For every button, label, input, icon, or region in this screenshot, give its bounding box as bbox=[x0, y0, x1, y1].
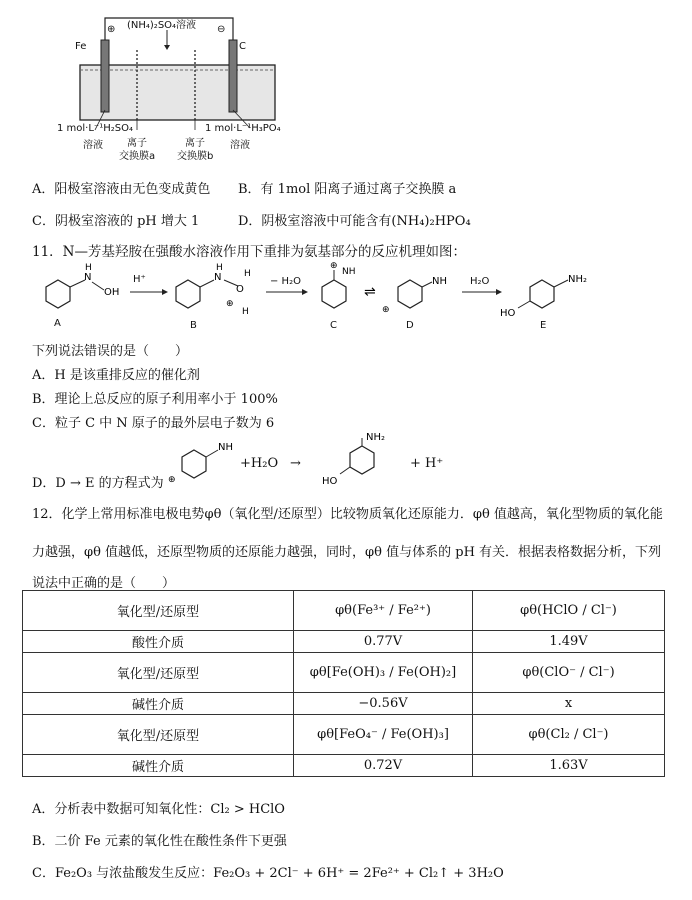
left-solution-label: 1 mol·L⁻¹H₂SO₄ bbox=[57, 123, 133, 134]
svg-text:NH: NH bbox=[218, 442, 233, 453]
water-term: +H₂O bbox=[240, 456, 279, 471]
table-cell: −0.56V bbox=[294, 693, 473, 715]
membrane-b-label-2: 交换膜b bbox=[177, 151, 214, 162]
q12-line-3: 说法中正确的是（ ） bbox=[32, 576, 176, 591]
svg-text:⊕: ⊕ bbox=[382, 305, 390, 315]
right-solution-label-2: 溶液 bbox=[230, 140, 250, 151]
table-cell: φθ(HClO / Cl⁻) bbox=[473, 591, 665, 631]
svg-text:N: N bbox=[84, 272, 92, 283]
svg-text:⊕: ⊕ bbox=[168, 475, 176, 485]
mechanism-drawing bbox=[30, 262, 670, 334]
table-row bbox=[23, 631, 665, 653]
table-row bbox=[23, 715, 665, 755]
right-solution-label: 1 mol·L⁻¹H₃PO₄ bbox=[205, 123, 281, 134]
hplus-term: + H⁺ bbox=[410, 456, 444, 471]
svg-text:NH: NH bbox=[342, 267, 356, 277]
compound-e-label: E bbox=[540, 320, 547, 331]
table-cell: φθ[Fe(OH)₃ / Fe(OH)₂] bbox=[294, 653, 473, 693]
table-row bbox=[23, 755, 665, 777]
q11-option-a: A．H 是该重排反应的催化剂 bbox=[32, 368, 200, 383]
table-cell: 1.63V bbox=[473, 755, 665, 777]
potential-table bbox=[22, 590, 665, 777]
table-cell: φθ(Cl₂ / Cl⁻) bbox=[473, 715, 665, 755]
svg-text:NH₂: NH₂ bbox=[366, 432, 386, 443]
membrane-b-label: 离子 bbox=[185, 138, 205, 149]
compound-b-label: B bbox=[190, 320, 197, 331]
arrow3-label: H₂O bbox=[470, 276, 490, 287]
q11-option-b: B．理论上总反应的原子利用率小于 100% bbox=[32, 392, 278, 407]
svg-text:OH: OH bbox=[104, 287, 120, 298]
q11-option-d bbox=[32, 430, 472, 490]
reaction-arrow: → bbox=[290, 456, 301, 471]
arrow2-label: − H₂O bbox=[270, 276, 301, 287]
membrane-a-label: 离子 bbox=[127, 138, 147, 149]
table-cell: 氧化型/还原型 bbox=[23, 591, 294, 631]
c-electrode-label: C bbox=[239, 41, 246, 52]
compound-a-label: A bbox=[54, 318, 61, 329]
svg-text:NH: NH bbox=[432, 276, 447, 287]
table-cell: 碱性介质 bbox=[23, 693, 294, 715]
table-cell: 氧化型/还原型 bbox=[23, 653, 294, 693]
table-cell: φθ(Fe³⁺ / Fe²⁺) bbox=[294, 591, 473, 631]
ammonium-sulfate-label: (NH₄)₂SO₄溶液 bbox=[127, 20, 197, 31]
table-cell: φθ(ClO⁻ / Cl⁻) bbox=[473, 653, 665, 693]
q10-option-b: B．有 1mol 阳离子通过离子交换膜 a bbox=[238, 182, 457, 197]
q10-option-a: A．阳极室溶液由无色变成黄色 bbox=[32, 182, 211, 197]
table-cell: 0.77V bbox=[294, 631, 473, 653]
table-cell: 酸性介质 bbox=[23, 631, 294, 653]
table-cell: x bbox=[473, 693, 665, 715]
compound-c-label: C bbox=[330, 320, 337, 331]
table-cell: 1.49V bbox=[473, 631, 665, 653]
q12-line-1: 12．化学上常用标准电极电势φθ（氧化型/还原型）比较物质氧化还原能力．φθ 值越高，氧化型物质的氧化能 bbox=[32, 507, 663, 522]
arrow1-label: H⁺ bbox=[133, 274, 146, 285]
svg-text:⊕: ⊕ bbox=[330, 262, 338, 271]
q11-stem: 11．N—芳基羟胺在强酸水溶液作用下重排为氨基部分的反应机理如图： bbox=[32, 244, 466, 260]
reaction-mechanism bbox=[30, 262, 670, 334]
q10-option-c: C．阴极室溶液的 pH 增大 1 bbox=[32, 214, 200, 229]
svg-text:⇌: ⇌ bbox=[364, 284, 376, 300]
q12-option-a: A．分析表中数据可知氧化性：Cl₂ > HClO bbox=[32, 802, 285, 817]
svg-text:H: H bbox=[242, 307, 249, 317]
table-cell: 0.72V bbox=[294, 755, 473, 777]
table-cell: 氧化型/还原型 bbox=[23, 715, 294, 755]
plus-sign-icon: ⊕ bbox=[107, 24, 116, 35]
q12-option-b: B．二价 Fe 元素的氧化性在酸性条件下更强 bbox=[32, 834, 287, 849]
svg-text:H: H bbox=[85, 263, 92, 273]
electrolysis-apparatus bbox=[55, 10, 295, 170]
q10-option-d: D．阴极室溶液中可能含有(NH₄)₂HPO₄ bbox=[238, 214, 471, 229]
q11-prompt: 下列说法错误的是（ ） bbox=[32, 344, 189, 359]
table-row bbox=[23, 653, 665, 693]
svg-text:N: N bbox=[214, 272, 222, 283]
q11-option-c: C．粒子 C 中 N 原子的最外层电子数为 6 bbox=[32, 416, 275, 431]
svg-text:H: H bbox=[244, 269, 251, 279]
table-row bbox=[23, 591, 665, 631]
q11-option-d-prefix: D．D → E 的方程式为 bbox=[32, 476, 164, 491]
q12-line-2: 力越强，φθ 值越低，还原型物质的还原能力越强，同时，φθ 值与体系的 pH 有关．根据表格数据分析，下列 bbox=[32, 545, 662, 560]
table-cell: 碱性介质 bbox=[23, 755, 294, 777]
fe-electrode-label: Fe bbox=[75, 41, 87, 52]
svg-text:NH₂: NH₂ bbox=[568, 274, 588, 285]
svg-text:HO: HO bbox=[322, 476, 338, 487]
svg-text:O: O bbox=[236, 284, 244, 295]
table-row bbox=[23, 693, 665, 715]
table-cell: φθ[FeO₄⁻ / Fe(OH)₃] bbox=[294, 715, 473, 755]
svg-text:⊕: ⊕ bbox=[226, 299, 234, 309]
svg-text:HO: HO bbox=[500, 308, 516, 319]
compound-d-label: D bbox=[406, 320, 414, 331]
q12-option-c: C．Fe₂O₃ 与浓盐酸发生反应：Fe₂O₃ + 2Cl⁻ + 6H⁺ = 2Fe²⁺ + Cl₂↑ + 3H₂O bbox=[32, 866, 504, 881]
membrane-a-label-2: 交换膜a bbox=[119, 151, 156, 162]
left-solution-label-2: 溶液 bbox=[83, 140, 103, 151]
svg-text:H: H bbox=[216, 263, 223, 273]
minus-sign-icon: ⊖ bbox=[217, 24, 226, 35]
